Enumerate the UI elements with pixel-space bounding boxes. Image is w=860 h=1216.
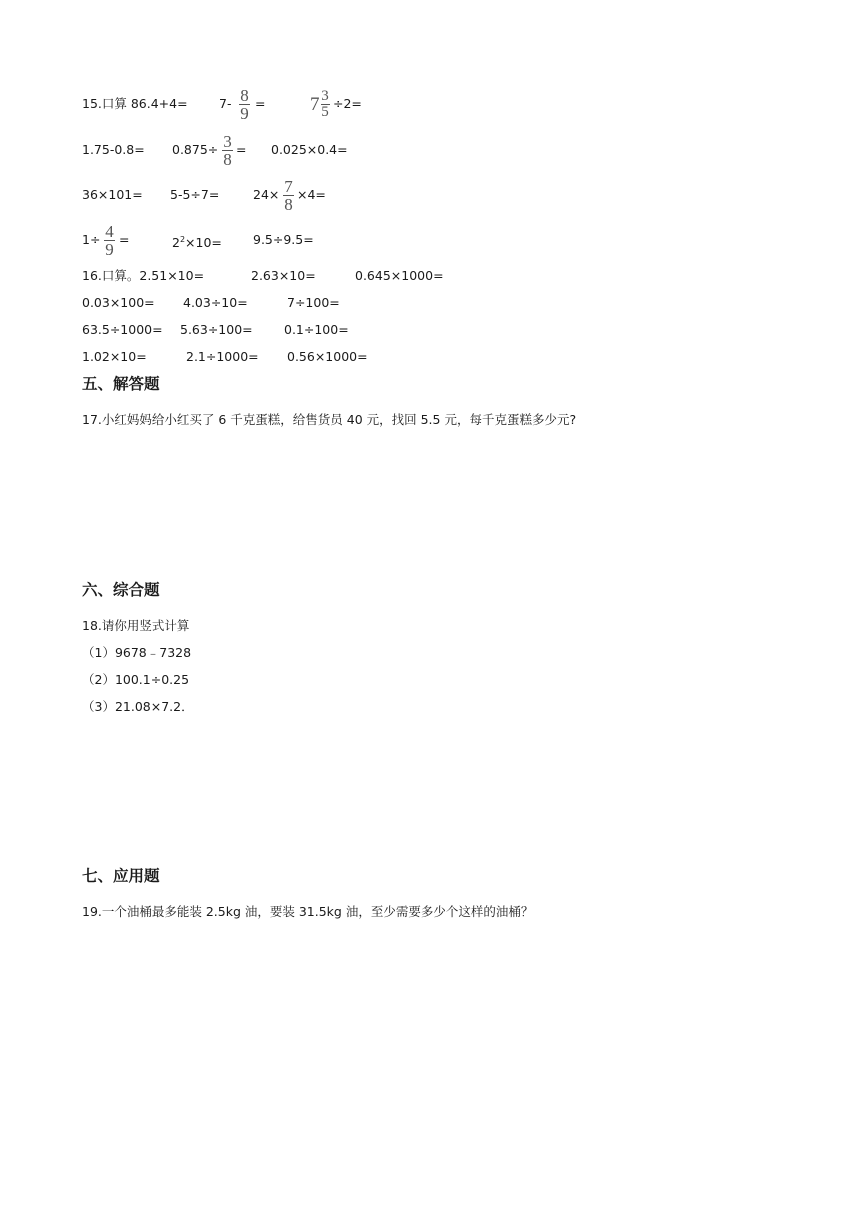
q16-r2-c1: 0.03×100= [82,295,155,310]
section6-title: 六、综合题 [82,581,160,599]
q15-item-d: 1.75-0.8= [82,142,145,157]
q16-r3-c1: 63.5÷1000= [82,322,163,337]
q15-item-i-suffix: ×4= [297,187,326,202]
numerator: 8 [240,86,249,105]
q15-item-j-suffix: = [119,232,130,247]
q15-item-i-prefix: 24× [253,187,280,202]
numerator: 4 [105,222,114,241]
q15-fraction-e [222,134,233,167]
whole-part: 7 [310,93,320,115]
q15-item-b-prefix: 7- [219,96,232,111]
q15-item-j-prefix: 1÷ [82,232,101,247]
q15-item-h: 5-5÷7= [170,187,220,202]
power-suffix: ×10= [185,235,222,250]
q15-fraction-b [239,88,250,121]
q15-item-e-suffix: = [236,142,247,157]
q15-item-b-suffix: = [255,96,266,111]
q18-item-1: （1）9678﹣7328 [82,645,192,660]
denominator: 9 [105,240,114,259]
section7-title: 七、应用题 [82,867,160,885]
q15-item-k [172,232,222,251]
q15-item-g: 36×101= [82,187,143,202]
q18-item-2: （2）100.1÷0.25 [82,672,190,687]
numerator: 3 [321,88,329,104]
denominator: 8 [223,150,232,169]
q15-mixed-number-c [310,90,330,119]
q16-r2-c3: 7÷100= [287,295,340,310]
q18-text: 18.请你用竖式计算 [82,618,190,633]
q16-r1-c3: 0.645×1000= [355,268,444,283]
q17-text: 17.小红妈妈给小红买了 6 千克蛋糕，给售货员 40 元，找回 5.5 元，每千克蛋糕多少元? [82,412,577,427]
q15-item-e-prefix: 0.875÷ [172,142,219,157]
power-base: 2 [172,235,180,250]
q15-item-c-suffix: ÷2= [333,96,362,111]
numerator: 3 [223,132,232,151]
denominator: 8 [284,195,293,214]
q15-item-a: 15.口算 86.4+4= [82,96,188,111]
section5-title: 五、解答题 [82,375,160,393]
denominator: 5 [321,104,329,120]
q16-r2-c2: 4.03÷10= [183,295,248,310]
q19-text: 19.一个油桶最多能装 2.5kg 油，要装 31.5kg 油，至少需要多少个这样的油桶？ [82,904,534,919]
q16-r1-c2: 2.63×10= [251,268,316,283]
q15-fraction-j [104,224,115,257]
fraction-part [321,90,330,119]
q15-item-f: 0.025×0.4= [271,142,348,157]
q16-r3-c3: 0.1÷100= [284,322,349,337]
q16-r4-c3: 0.56×1000= [287,349,368,364]
q16-r1-c1: 16.口算。2.51×10= [82,268,205,283]
q15-item-l: 9.5÷9.5= [253,232,314,247]
q16-r4-c2: 2.1÷1000= [186,349,259,364]
power-exponent: 2 [179,235,186,244]
denominator: 9 [240,104,249,123]
q16-r3-c2: 5.63÷100= [180,322,253,337]
q16-r4-c1: 1.02×10= [82,349,147,364]
q18-item-3: （3）21.08×7.2． [82,699,194,714]
numerator: 7 [284,177,293,196]
q15-fraction-i [283,179,294,212]
